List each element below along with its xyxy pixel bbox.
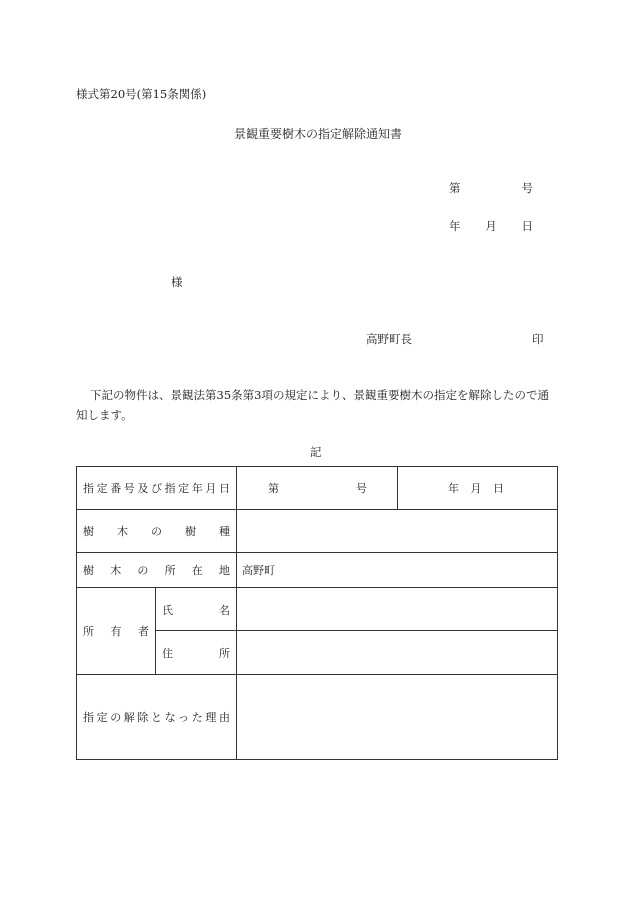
owner-name-value[interactable] (237, 588, 558, 631)
table-row (77, 510, 558, 553)
doc-number-dai: 第 (449, 181, 461, 195)
tree-species-value[interactable] (237, 510, 558, 553)
doc-number-gou: 号 (521, 181, 533, 195)
designation-number-date-label: 指 定 番 号 及 び 指 定 年 月 日 (77, 467, 237, 510)
ki-heading: 記 (310, 445, 322, 459)
document-number (449, 180, 533, 196)
document-title: 景観重要樹木の指定解除通知書 (234, 127, 403, 141)
designation-number-cell[interactable] (237, 467, 398, 510)
tree-location-value[interactable]: 高野町 (237, 553, 558, 588)
tree-location-label: 樹 木 の 所 在 地 (77, 553, 237, 588)
designation-table (76, 466, 558, 760)
date-month: 月 (485, 219, 497, 233)
tree-species-label: 樹 木 の 樹 種 (77, 510, 237, 553)
cancellation-reason-value[interactable] (237, 675, 558, 760)
designation-date-month: 月 (470, 482, 482, 495)
designation-date-cell[interactable] (398, 467, 558, 510)
date-year: 年 (449, 219, 461, 233)
owner-address-label: 住 所 (156, 631, 237, 675)
owner-label: 所 有 者 (77, 588, 156, 675)
issue-date (449, 218, 533, 234)
designation-number-gou: 号 (356, 482, 367, 495)
date-day: 日 (521, 219, 533, 233)
sender-name: 高野町長 (366, 332, 412, 346)
table-row (77, 553, 558, 588)
recipient-honorific: 様 (171, 275, 183, 289)
owner-address-value[interactable] (237, 631, 558, 675)
designation-date-year: 年 (448, 482, 459, 495)
table-row (77, 588, 558, 631)
table-row (77, 467, 558, 510)
form-number: 様式第20号(第15条関係) (76, 87, 207, 101)
body-text-line2: 知します。 (76, 408, 133, 422)
seal-mark: 印 (532, 332, 544, 346)
designation-date-day: 日 (493, 482, 504, 495)
designation-number-dai: 第 (268, 482, 279, 495)
owner-name-label: 氏 名 (156, 588, 237, 631)
body-text-line1: 下記の物件は、景観法第35条第3項の規定により、景観重要樹木の指定を解除したので通 (90, 388, 549, 402)
table-row (77, 675, 558, 760)
cancellation-reason-label: 指 定 の 解 除 と な っ た 理 由 (77, 675, 237, 760)
